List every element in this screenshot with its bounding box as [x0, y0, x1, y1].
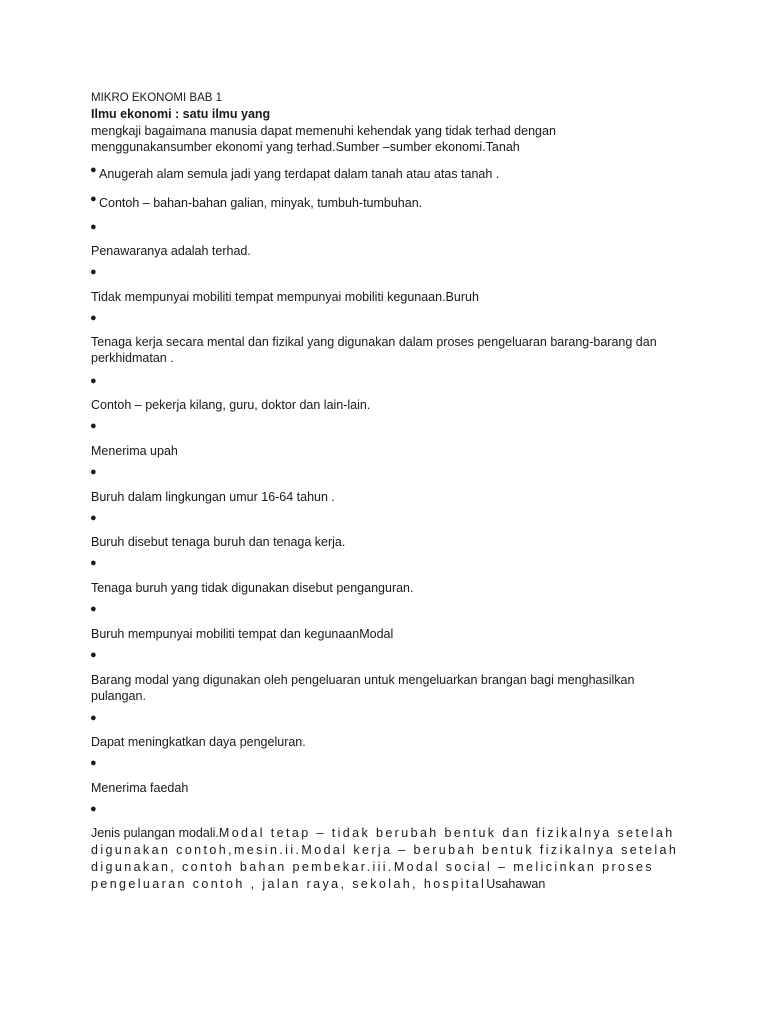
definition-line: mengkaji bagaimana manusia dapat memenuhi kehendak yang tidak terhad dengan [91, 124, 556, 138]
bullet-icon: ● [90, 712, 97, 724]
bullet-icon: ● [90, 803, 97, 815]
bullet-icon: ● [90, 266, 97, 278]
list-item: Anugerah alam semula jadi yang terdapat dalam tanah atau atas tanah . [99, 167, 500, 181]
list-item: Buruh dalam lingkungan umur 16-64 tahun . [91, 490, 335, 504]
final-spaced-text: Modal tetap – tidak berubah bentuk dan fizikalnya setelah digunakan contoh,mesin.ii.Modal kerja – berubah bentuk fizikalnya setelah digunakan, contoh bahan pembekar.iii.Modal social – melicinkan proses pengeluaran contoh , jalan raya, sekolah, hospital [91, 826, 679, 891]
list-item: Tenaga kerja secara mental dan fizikal yang digunakan dalam proses pengeluaran barang-barang dan perkhidmatan . [91, 335, 657, 365]
document-title: MIKRO EKONOMI BAB 1 [91, 92, 222, 104]
list-item: Buruh mempunyai mobiliti tempat dan kegunaanModal [91, 627, 394, 641]
list-item: Menerima faedah [91, 781, 189, 795]
list-item: Barang modal yang digunakan oleh pengeluaran untuk mengeluarkan brangan bagi menghasilkan pulangan. [91, 673, 635, 703]
final-intro: Jenis pulangan modali. [91, 826, 219, 840]
bullet-icon: ● [90, 375, 97, 387]
list-item: Tenaga buruh yang tidak digunakan disebut penganguran. [91, 581, 414, 595]
bullet-icon: ● [90, 312, 97, 324]
bullet-icon: ● [90, 603, 97, 615]
bullet-icon: ● [90, 557, 97, 569]
list-item: Contoh – pekerja kilang, guru, doktor dan lain-lain. [91, 398, 371, 412]
list-item: Penawaranya adalah terhad. [91, 244, 251, 258]
bullet-icon: ● [90, 193, 97, 205]
list-item: Tidak mempunyai mobiliti tempat mempunyai mobiliti kegunaan.Buruh [91, 290, 479, 304]
bullet-icon: ● [90, 164, 97, 176]
bullet-icon: ● [90, 512, 97, 524]
definition-line: menggunakansumber ekonomi yang terhad.Sumber –sumber ekonomi.Tanah [91, 140, 520, 154]
list-item: Dapat meningkatkan daya pengeluran. [91, 735, 306, 749]
definition-heading: Ilmu ekonomi : satu ilmu yang [91, 107, 271, 121]
bullet-icon: ● [90, 221, 97, 233]
bullet-icon: ● [90, 420, 97, 432]
final-paragraph [91, 825, 681, 893]
list-item: Menerima upah [91, 444, 178, 458]
final-tail: Usahawan [486, 877, 546, 891]
bullet-icon: ● [90, 649, 97, 661]
list-item: Contoh – bahan-bahan galian, minyak, tumbuh-tumbuhan. [99, 196, 423, 210]
list-item: Buruh disebut tenaga buruh dan tenaga kerja. [91, 535, 346, 549]
bullet-icon: ● [90, 466, 97, 478]
bullet-icon: ● [90, 757, 97, 769]
